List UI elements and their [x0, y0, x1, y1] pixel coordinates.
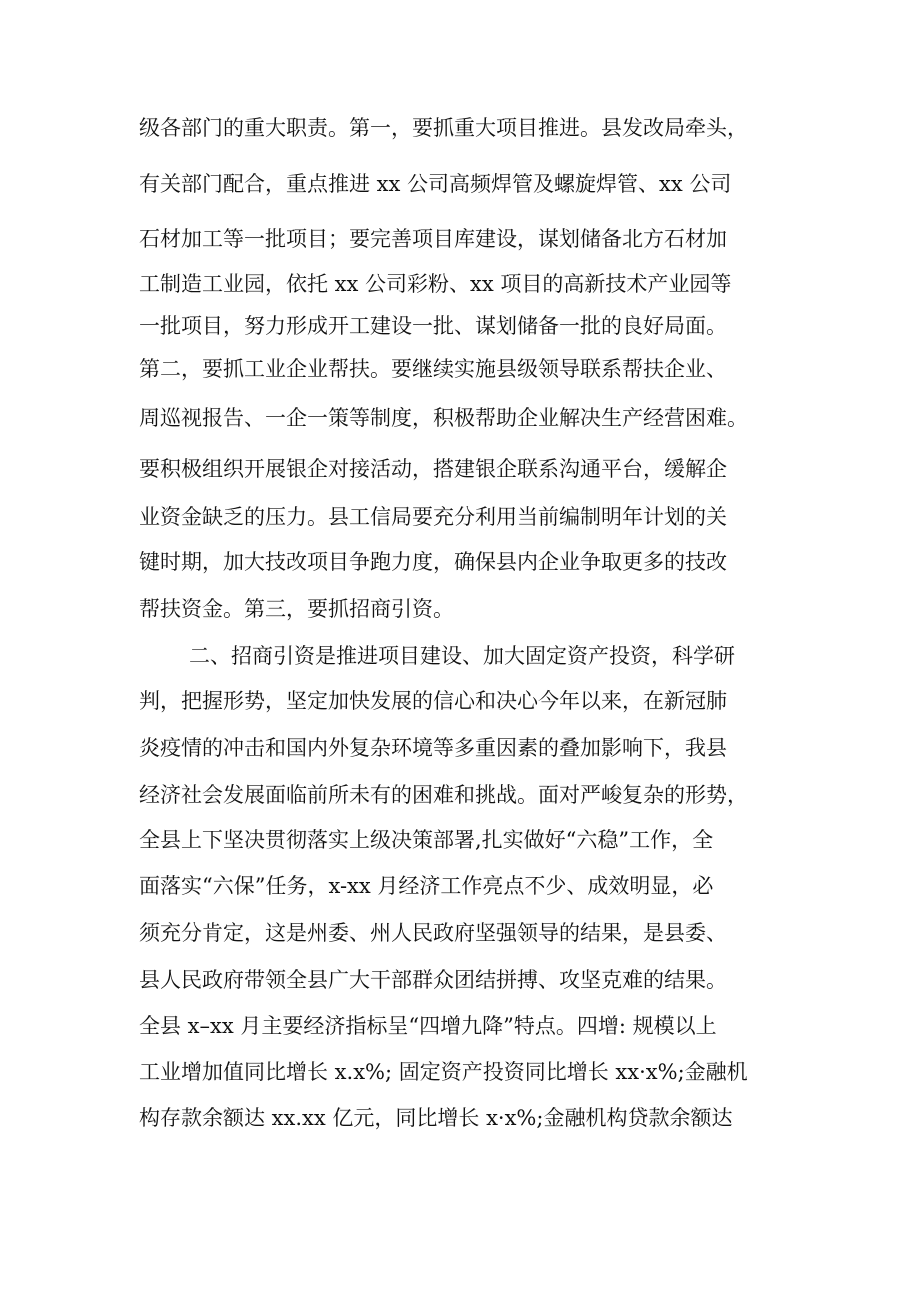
text-line: 第二，要抓工业企业帮扶。要继续实施县级领导联系帮扶企业、 — [139, 357, 727, 381]
text-line: 键时期，加大技改项目争跑力度，确保县内企业争取更多的技改 — [139, 550, 727, 574]
text-line: 要积极组织开展银企对接活动，搭建银企联系沟通平台，缓解企 — [139, 457, 727, 481]
text-line: 一批项目，努力形成开工建设一批、谋划储备一批的良好局面。 — [139, 314, 727, 338]
text-line: 业资金缺乏的压力。县工信局要充分利用当前编制明年计划的关 — [139, 505, 727, 529]
text-line: 工业增加值同比增长 x.x%; 固定资产投资同比增长 xx·x%;金融机 — [139, 1060, 748, 1084]
text-line: 炎疫情的冲击和国内外复杂环境等多重因素的叠加影响下，我县 — [139, 736, 727, 760]
text-line: 面落实“六保”任务，x-xx 月经济工作亮点不少、成效明显，必 — [139, 874, 714, 898]
paragraph-first-line: 二、招商引资是推进项目建设、加大固定资产投资，科学研 — [189, 644, 735, 668]
text-line: 周巡视报告、一企一策等制度，积极帮助企业解决生产经营困难。 — [139, 406, 748, 430]
text-line: 有关部门配合，重点推进 xx 公司高频焊管及螺旋焊管、xx 公司 — [139, 172, 732, 196]
text-line: 构存款余额达 xx.xx 亿元，同比增长 x·x%;金融机构贷款余额达 — [139, 1106, 733, 1130]
text-line: 须充分肯定，这是州委、州人民政府坚强领导的结果，是县委、 — [139, 921, 727, 945]
text-line: 经济社会发展面临前所未有的困难和挑战。面对严峻复杂的形势， — [139, 783, 748, 807]
text-line: 石材加工等一批项目；要完善项目库建设，谋划储备北方石材加 — [139, 227, 727, 251]
text-line: 帮扶资金。第三，要抓招商引资。 — [139, 597, 454, 621]
text-line: 全县上下坚决贯彻落实上级决策部署,扎实做好“六稳”工作，全 — [139, 828, 714, 852]
text-line: 工制造工业园，依托 xx 公司彩粉、xx 项目的高新技术产业园等 — [139, 272, 732, 296]
text-line: 全县 x–xx 月主要经济指标呈“四增九降”特点。四增: 规模以上 — [139, 1014, 717, 1038]
text-line: 县人民政府带领全县广大干部群众团结拼搏、攻坚克难的结果。 — [139, 968, 727, 992]
text-line: 级各部门的重大职责。第一，要抓重大项目推进。县发改局牵头， — [139, 116, 748, 140]
text-line: 判，把握形势，坚定加快发展的信心和决心今年以来，在新冠肺 — [139, 689, 727, 713]
